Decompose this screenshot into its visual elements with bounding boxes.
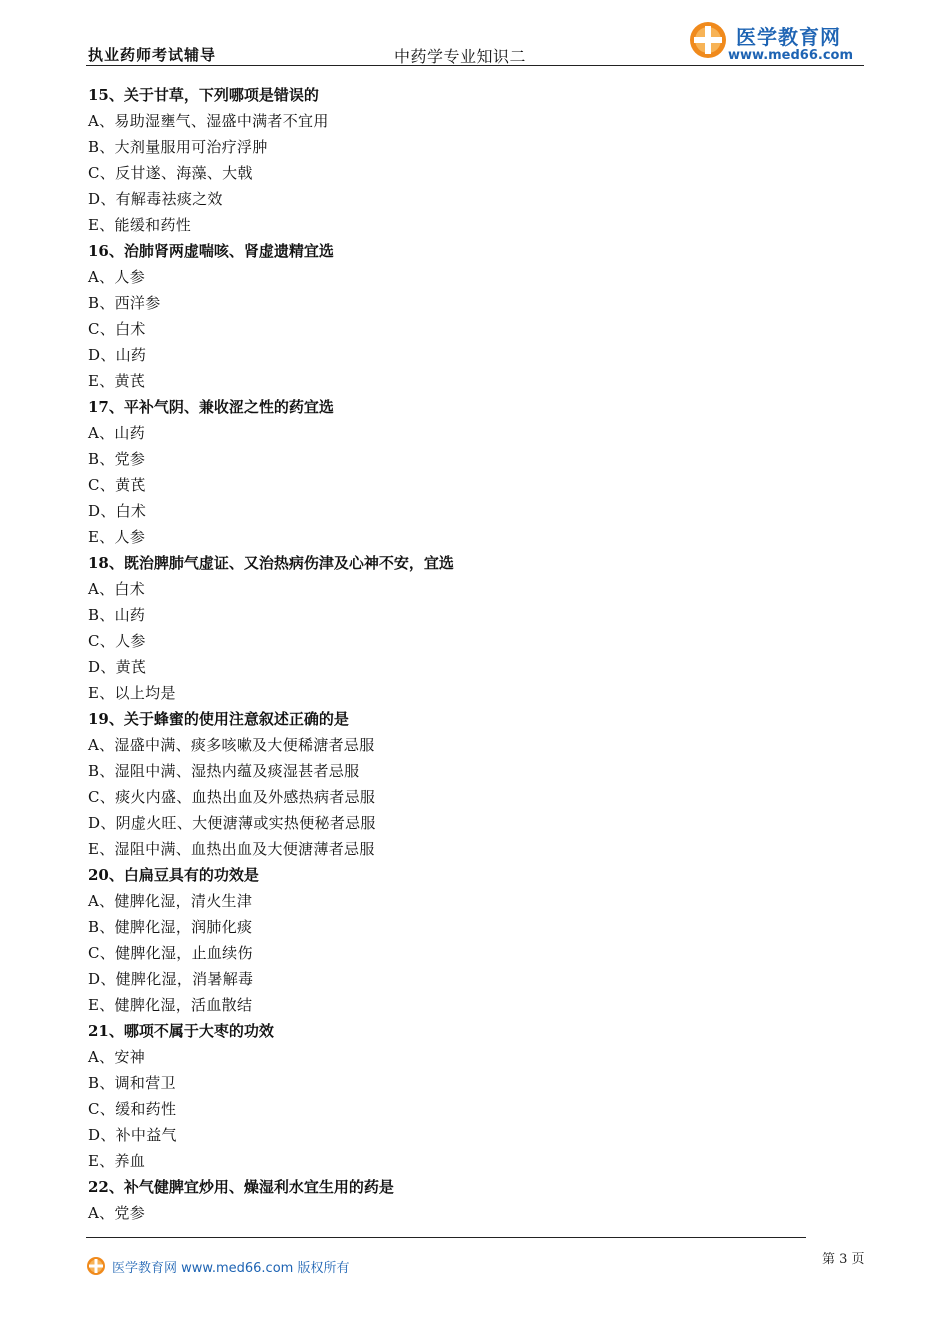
answer-option: D、白术 bbox=[88, 502, 147, 520]
answer-option: B、调和营卫 bbox=[88, 1074, 176, 1092]
answer-option: C、痰火内盛、血热出血及外感热病者忌服 bbox=[88, 788, 376, 806]
footer-divider bbox=[86, 1237, 806, 1238]
answer-option: D、山药 bbox=[88, 346, 147, 364]
header-divider bbox=[86, 65, 864, 66]
answer-option: A、党参 bbox=[88, 1204, 146, 1222]
question-title: 22、补气健脾宜炒用、燥湿利水宜生用的药是 bbox=[88, 1178, 394, 1196]
answer-option: C、健脾化湿，止血续伤 bbox=[88, 944, 253, 962]
answer-option: B、湿阻中满、湿热内蕴及痰湿甚者忌服 bbox=[88, 762, 360, 780]
answer-option: D、黄芪 bbox=[88, 658, 147, 676]
answer-option: A、易助湿壅气、湿盛中满者不宜用 bbox=[88, 112, 329, 130]
logo-cross-icon bbox=[688, 20, 728, 60]
page-number: 第 3 页 bbox=[822, 1252, 865, 1267]
answer-option: E、养血 bbox=[88, 1152, 146, 1170]
question-title: 19、关于蜂蜜的使用注意叙述正确的是 bbox=[88, 710, 349, 728]
answer-option: E、以上均是 bbox=[88, 684, 176, 702]
answer-option: D、补中益气 bbox=[88, 1126, 177, 1144]
answer-option: D、健脾化湿，消暑解毒 bbox=[88, 970, 254, 988]
footer-logo bbox=[86, 1256, 106, 1280]
question-title: 21、哪项不属于大枣的功效 bbox=[88, 1022, 274, 1040]
answer-option: C、反甘遂、海藻、大戟 bbox=[88, 164, 253, 182]
answer-option: B、党参 bbox=[88, 450, 146, 468]
answer-option: D、阴虚火旺、大便溏薄或实热便秘者忌服 bbox=[88, 814, 376, 832]
logo-name: 医学教育网 bbox=[736, 25, 841, 49]
answer-option: A、湿盛中满、痰多咳嗽及大便稀溏者忌服 bbox=[88, 736, 375, 754]
page-header bbox=[0, 0, 950, 70]
header-subject: 中药学专业知识二 bbox=[394, 47, 527, 66]
answer-option: E、湿阻中满、血热出血及大便溏薄者忌服 bbox=[88, 840, 375, 858]
answer-option: B、健脾化湿，润肺化痰 bbox=[88, 918, 253, 936]
header-exam-title: 执业药师考试辅导 bbox=[88, 46, 217, 64]
answer-option: C、黄芪 bbox=[88, 476, 146, 494]
footer-cross-icon bbox=[86, 1256, 106, 1276]
answer-option: D、有解毒祛痰之效 bbox=[88, 190, 223, 208]
answer-option: C、人参 bbox=[88, 632, 146, 650]
question-list bbox=[88, 82, 868, 1226]
answer-option: B、山药 bbox=[88, 606, 146, 624]
answer-option: A、安神 bbox=[88, 1048, 146, 1066]
answer-option: A、人参 bbox=[88, 268, 146, 286]
answer-option: A、白术 bbox=[88, 580, 146, 598]
answer-option: B、大剂量服用可治疗浮肿 bbox=[88, 138, 268, 156]
answer-option: E、黄芪 bbox=[88, 372, 146, 390]
answer-option: B、西洋参 bbox=[88, 294, 161, 312]
question-title: 18、既治脾肺气虚证、又治热病伤津及心神不安，宜选 bbox=[88, 554, 454, 572]
question-title: 20、白扁豆具有的功效是 bbox=[88, 866, 259, 884]
answer-option: A、山药 bbox=[88, 424, 146, 442]
question-title: 15、关于甘草，下列哪项是错误的 bbox=[88, 86, 319, 104]
answer-option: C、白术 bbox=[88, 320, 146, 338]
site-logo[interactable] bbox=[688, 20, 868, 64]
footer-copyright: 医学教育网 www.med66.com 版权所有 bbox=[112, 1261, 350, 1276]
question-title: 17、平补气阴、兼收涩之性的药宜选 bbox=[88, 398, 334, 416]
answer-option: A、健脾化湿，清火生津 bbox=[88, 892, 253, 910]
answer-option: C、缓和药性 bbox=[88, 1100, 177, 1118]
answer-option: E、能缓和药性 bbox=[88, 216, 192, 234]
answer-option: E、健脾化湿，活血散结 bbox=[88, 996, 253, 1014]
logo-url[interactable]: www.med66.com bbox=[728, 48, 854, 63]
answer-option: E、人参 bbox=[88, 528, 146, 546]
question-title: 16、治肺肾两虚喘咳、肾虚遗精宜选 bbox=[88, 242, 334, 260]
